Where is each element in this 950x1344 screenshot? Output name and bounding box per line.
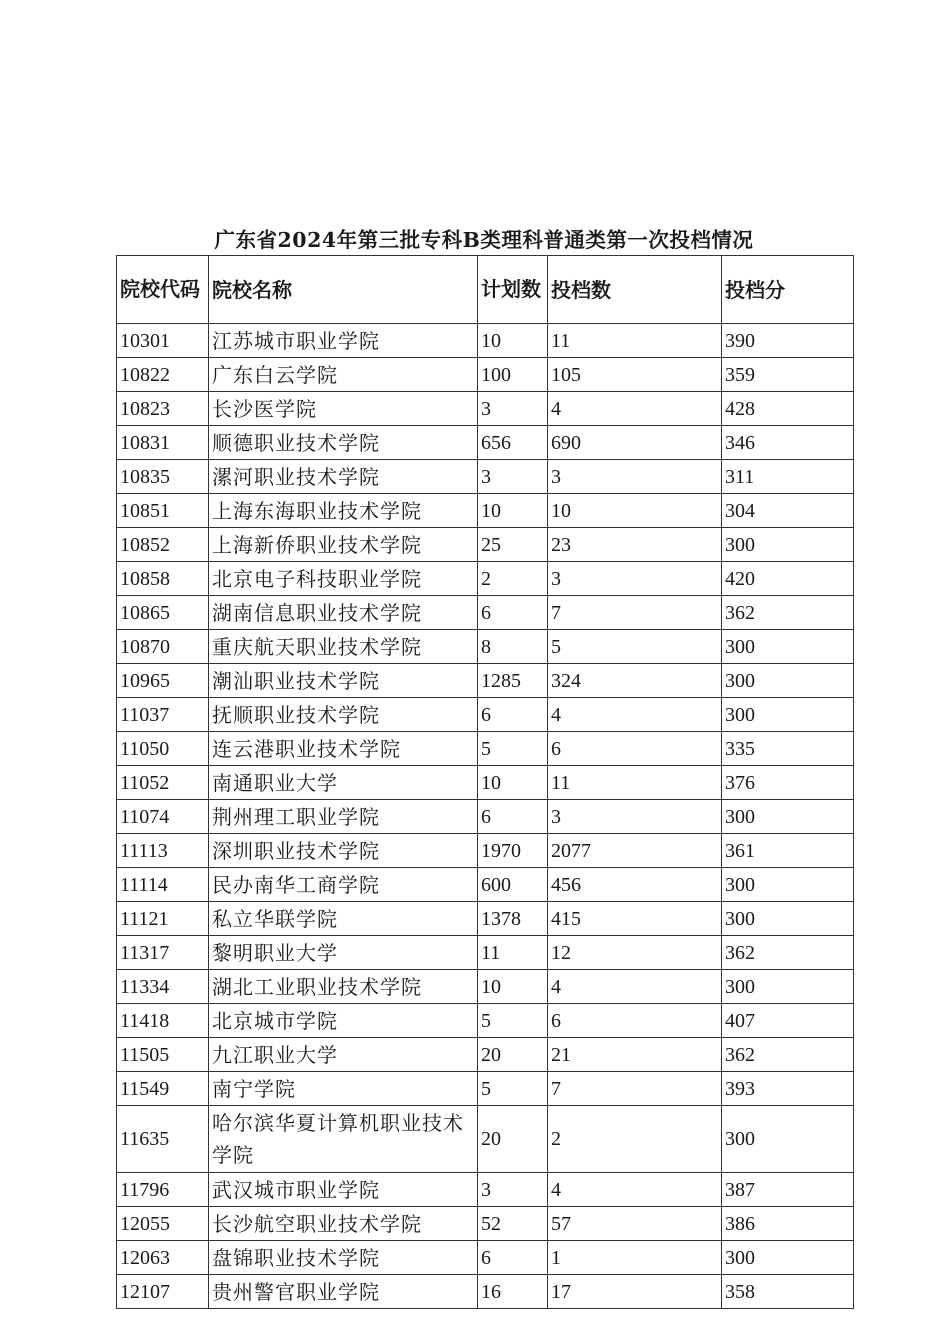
cell-plan: 6 <box>478 596 548 630</box>
cell-code: 11549 <box>117 1072 209 1106</box>
cell-score: 361 <box>722 834 854 868</box>
cell-code: 11635 <box>117 1106 209 1173</box>
cell-code: 12055 <box>117 1207 209 1241</box>
cell-score: 387 <box>722 1173 854 1207</box>
cell-name: 上海东海职业技术学院 <box>209 494 478 528</box>
cell-plan: 6 <box>478 1241 548 1275</box>
cell-name: 湖北工业职业技术学院 <box>209 970 478 1004</box>
table-body <box>117 324 854 1309</box>
cell-name: 重庆航天职业技术学院 <box>209 630 478 664</box>
cell-plan: 52 <box>478 1207 548 1241</box>
cell-score: 300 <box>722 630 854 664</box>
cell-filed: 12 <box>548 936 722 970</box>
table-header-row <box>117 256 854 324</box>
header-filed: 投档数 <box>548 256 722 324</box>
cell-score: 304 <box>722 494 854 528</box>
cell-filed: 21 <box>548 1038 722 1072</box>
cell-code: 10831 <box>117 426 209 460</box>
cell-plan: 16 <box>478 1275 548 1309</box>
table-row <box>117 392 854 426</box>
table-row <box>117 1072 854 1106</box>
cell-code: 10823 <box>117 392 209 426</box>
table-row <box>117 698 854 732</box>
cell-filed: 6 <box>548 732 722 766</box>
table-row <box>117 834 854 868</box>
cell-name: 武汉城市职业学院 <box>209 1173 478 1207</box>
cell-score: 393 <box>722 1072 854 1106</box>
cell-plan: 1970 <box>478 834 548 868</box>
cell-score: 362 <box>722 596 854 630</box>
table-row <box>117 1038 854 1072</box>
table-row <box>117 528 854 562</box>
table-row <box>117 902 854 936</box>
table-row <box>117 1004 854 1038</box>
cell-code: 11317 <box>117 936 209 970</box>
cell-code: 11505 <box>117 1038 209 1072</box>
cell-filed: 415 <box>548 902 722 936</box>
table-row <box>117 426 854 460</box>
cell-score: 386 <box>722 1207 854 1241</box>
cell-name: 南宁学院 <box>209 1072 478 1106</box>
cell-name: 九江职业大学 <box>209 1038 478 1072</box>
cell-code: 12107 <box>117 1275 209 1309</box>
table-row <box>117 936 854 970</box>
cell-plan: 3 <box>478 392 548 426</box>
cell-plan: 10 <box>478 324 548 358</box>
cell-filed: 23 <box>548 528 722 562</box>
table-row <box>117 1275 854 1309</box>
cell-name: 深圳职业技术学院 <box>209 834 478 868</box>
table-row <box>117 494 854 528</box>
cell-code: 10835 <box>117 460 209 494</box>
cell-name: 私立华联学院 <box>209 902 478 936</box>
cell-code: 11052 <box>117 766 209 800</box>
cell-name: 长沙医学院 <box>209 392 478 426</box>
cell-plan: 20 <box>478 1038 548 1072</box>
cell-filed: 4 <box>548 1173 722 1207</box>
cell-filed: 5 <box>548 630 722 664</box>
cell-name: 潮汕职业技术学院 <box>209 664 478 698</box>
cell-code: 10822 <box>117 358 209 392</box>
cell-filed: 3 <box>548 562 722 596</box>
cell-code: 10870 <box>117 630 209 664</box>
cell-name: 连云港职业技术学院 <box>209 732 478 766</box>
cell-plan: 3 <box>478 1173 548 1207</box>
table-row <box>117 358 854 392</box>
cell-name: 长沙航空职业技术学院 <box>209 1207 478 1241</box>
cell-name: 荆州理工职业学院 <box>209 800 478 834</box>
table-row <box>117 596 854 630</box>
page-title: 广东省2024年第三批专科B类理科普通类第一次投档情况 <box>214 228 754 252</box>
table-row <box>117 766 854 800</box>
cell-plan: 8 <box>478 630 548 664</box>
cell-filed: 324 <box>548 664 722 698</box>
cell-plan: 656 <box>478 426 548 460</box>
table-row <box>117 324 854 358</box>
cell-filed: 11 <box>548 766 722 800</box>
table-row <box>117 664 854 698</box>
cell-score: 407 <box>722 1004 854 1038</box>
table-row <box>117 970 854 1004</box>
cell-score: 358 <box>722 1275 854 1309</box>
cell-code: 10301 <box>117 324 209 358</box>
cell-plan: 6 <box>478 698 548 732</box>
cell-filed: 7 <box>548 1072 722 1106</box>
cell-name: 北京城市学院 <box>209 1004 478 1038</box>
cell-plan: 25 <box>478 528 548 562</box>
cell-name: 上海新侨职业技术学院 <box>209 528 478 562</box>
table-row <box>117 1241 854 1275</box>
cell-filed: 10 <box>548 494 722 528</box>
cell-score: 376 <box>722 766 854 800</box>
admissions-table <box>116 255 854 1309</box>
header-plan: 计划数 <box>478 256 548 324</box>
cell-plan: 10 <box>478 766 548 800</box>
cell-code: 11418 <box>117 1004 209 1038</box>
cell-score: 300 <box>722 800 854 834</box>
cell-plan: 5 <box>478 732 548 766</box>
cell-name: 贵州警官职业学院 <box>209 1275 478 1309</box>
cell-filed: 105 <box>548 358 722 392</box>
cell-code: 11796 <box>117 1173 209 1207</box>
cell-score: 300 <box>722 902 854 936</box>
cell-code: 12063 <box>117 1241 209 1275</box>
cell-score: 300 <box>722 698 854 732</box>
table-row <box>117 1106 854 1173</box>
cell-filed: 57 <box>548 1207 722 1241</box>
header-code: 院校代码 <box>117 256 209 324</box>
cell-score: 335 <box>722 732 854 766</box>
cell-score: 362 <box>722 1038 854 1072</box>
cell-score: 300 <box>722 970 854 1004</box>
cell-name: 江苏城市职业学院 <box>209 324 478 358</box>
table-row <box>117 800 854 834</box>
cell-plan: 6 <box>478 800 548 834</box>
cell-score: 428 <box>722 392 854 426</box>
table-row <box>117 868 854 902</box>
cell-score: 359 <box>722 358 854 392</box>
cell-plan: 20 <box>478 1106 548 1173</box>
cell-plan: 3 <box>478 460 548 494</box>
cell-plan: 10 <box>478 970 548 1004</box>
cell-name: 盘锦职业技术学院 <box>209 1241 478 1275</box>
cell-name: 北京电子科技职业学院 <box>209 562 478 596</box>
table-row <box>117 1173 854 1207</box>
cell-filed: 3 <box>548 800 722 834</box>
cell-score: 300 <box>722 664 854 698</box>
cell-plan: 2 <box>478 562 548 596</box>
cell-score: 300 <box>722 1106 854 1173</box>
cell-plan: 10 <box>478 494 548 528</box>
cell-score: 311 <box>722 460 854 494</box>
cell-code: 11114 <box>117 868 209 902</box>
cell-name: 哈尔滨华夏计算机职业技术学院 <box>209 1106 478 1173</box>
table-row <box>117 630 854 664</box>
cell-name: 顺德职业技术学院 <box>209 426 478 460</box>
cell-filed: 4 <box>548 698 722 732</box>
cell-plan: 1285 <box>478 664 548 698</box>
table-row <box>117 562 854 596</box>
cell-filed: 4 <box>548 970 722 1004</box>
cell-name: 黎明职业大学 <box>209 936 478 970</box>
cell-score: 346 <box>722 426 854 460</box>
cell-name: 广东白云学院 <box>209 358 478 392</box>
cell-score: 390 <box>722 324 854 358</box>
cell-score: 300 <box>722 528 854 562</box>
cell-filed: 2077 <box>548 834 722 868</box>
cell-name: 南通职业大学 <box>209 766 478 800</box>
table-row <box>117 1207 854 1241</box>
cell-filed: 17 <box>548 1275 722 1309</box>
cell-code: 10851 <box>117 494 209 528</box>
cell-code: 11050 <box>117 732 209 766</box>
cell-filed: 4 <box>548 392 722 426</box>
cell-plan: 5 <box>478 1004 548 1038</box>
cell-code: 10858 <box>117 562 209 596</box>
cell-filed: 1 <box>548 1241 722 1275</box>
cell-code: 11121 <box>117 902 209 936</box>
cell-score: 420 <box>722 562 854 596</box>
cell-name: 民办南华工商学院 <box>209 868 478 902</box>
cell-plan: 100 <box>478 358 548 392</box>
cell-name: 抚顺职业技术学院 <box>209 698 478 732</box>
table-row <box>117 732 854 766</box>
header-score: 投档分 <box>722 256 854 324</box>
cell-filed: 7 <box>548 596 722 630</box>
cell-name: 漯河职业技术学院 <box>209 460 478 494</box>
cell-plan: 1378 <box>478 902 548 936</box>
cell-code: 11334 <box>117 970 209 1004</box>
cell-filed: 690 <box>548 426 722 460</box>
cell-filed: 6 <box>548 1004 722 1038</box>
cell-plan: 600 <box>478 868 548 902</box>
cell-code: 10965 <box>117 664 209 698</box>
cell-code: 11074 <box>117 800 209 834</box>
cell-code: 10852 <box>117 528 209 562</box>
cell-filed: 11 <box>548 324 722 358</box>
cell-name: 湖南信息职业技术学院 <box>209 596 478 630</box>
cell-plan: 5 <box>478 1072 548 1106</box>
cell-code: 11037 <box>117 698 209 732</box>
cell-filed: 2 <box>548 1106 722 1173</box>
cell-code: 11113 <box>117 834 209 868</box>
header-name: 院校名称 <box>209 256 478 324</box>
cell-code: 10865 <box>117 596 209 630</box>
cell-score: 300 <box>722 1241 854 1275</box>
cell-plan: 11 <box>478 936 548 970</box>
table-row <box>117 460 854 494</box>
cell-score: 362 <box>722 936 854 970</box>
cell-filed: 3 <box>548 460 722 494</box>
cell-score: 300 <box>722 868 854 902</box>
cell-filed: 456 <box>548 868 722 902</box>
